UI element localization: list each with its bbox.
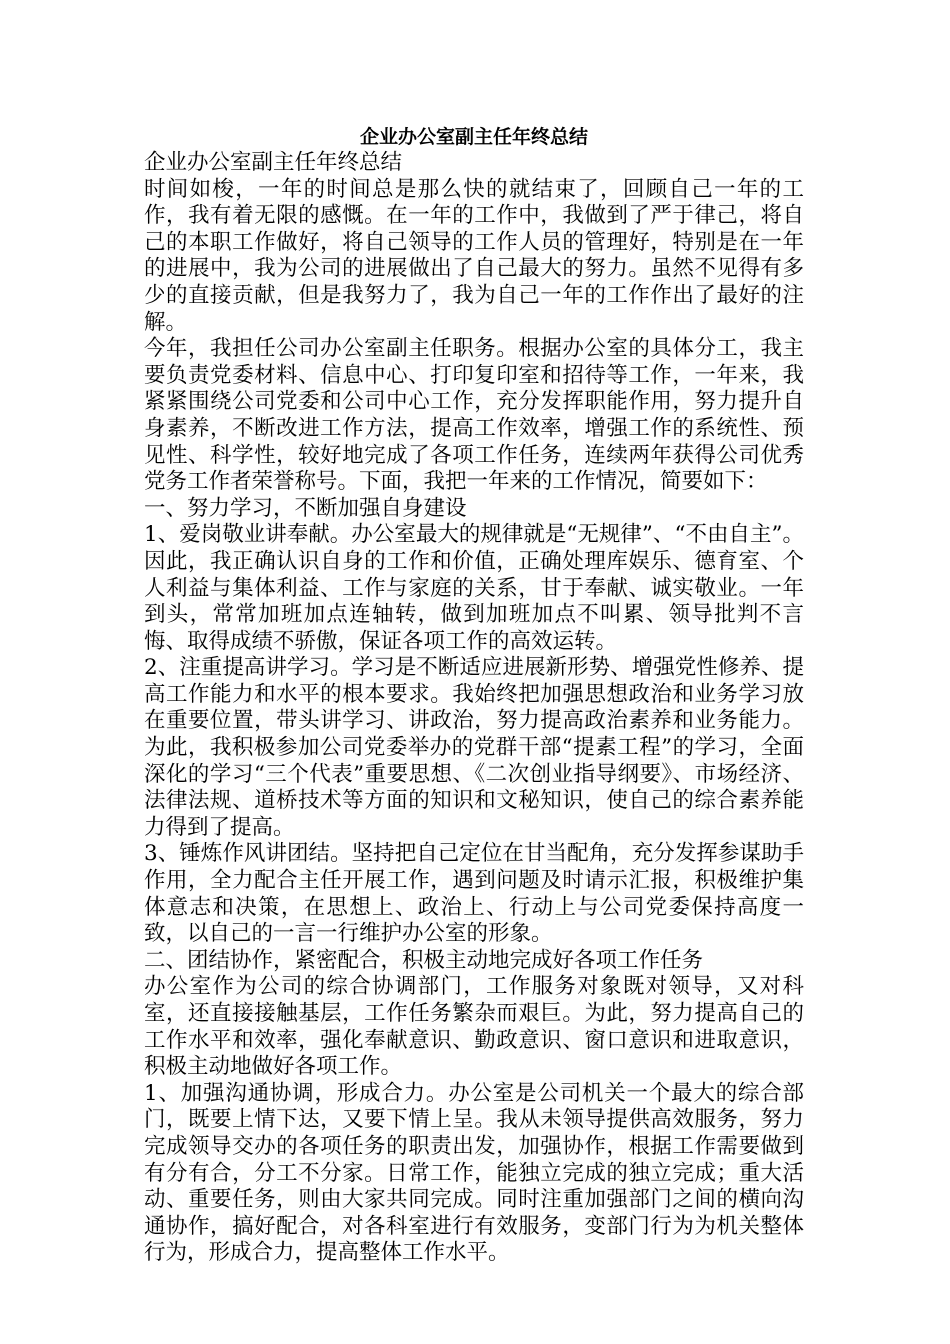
paragraph-intro: 时间如梭，一年的时间总是那么快的就结束了，回顾自己一年的工作，我有着无限的感慨。在一年的工作中，我做到了严于律己，将自己的本职工作做好，将自己领导的工作人员的管理好，特别是在一年的进展中，我为公司的进展做出了自己最大的努力。虽然不见得有多少的直接贡献，但是我努力了，我为自己一年的工作作出了最好的注解。 xyxy=(144,176,804,335)
paragraph-item-2-1: 1、加强沟通协调，形成合力。办公室是公司机关一个最大的综合部门，既要上情下达，又要下情上呈。我从未领导提供高效服务，努力完成领导交办的各项任务的职责出发，加强协作，根据工作需要做到有分有合，分工不分家。日常工作，能独立完成的独立完成；重大活动、重要任务，则由大家共同完成。同时注重加强部门之间的横向沟通协作，搞好配合，对各科室进行有效服务，变部门行为为机关整体行为，形成合力，提高整体工作水平。 xyxy=(144,1080,804,1266)
paragraph-section-2-intro: 办公室作为公司的综合协调部门，工作服务对象既对领导，又对科室，还直接接触基层，工作任务繁杂而艰巨。为此，努力提高自己的工作水平和效率，强化奉献意识、勤政意识、窗口意识和进取意识，积极主动地做好各项工作。 xyxy=(144,974,804,1080)
paragraph-overview: 今年，我担任公司办公室副主任职务。根据办公室的具体分工，我主要负责党委材料、信息中心、打印复印室和招待等工作，一年来，我紧紧围绕公司党委和公司中心工作，充分发挥职能作用，努力提升自身素养，不断改进工作方法，提高工作效率，增强工作的系统性、预见性、科学性，较好地完成了各项工作任务，连续两年获得公司优秀党务工作者荣誉称号。下面，我把一年来的工作情况，简要如下： xyxy=(144,336,804,495)
paragraph-item-1-2: 2、注重提高讲学习。学习是不断适应进展新形势、增强党性修养、提高工作能力和水平的根本要求。我始终把加强思想政治和业务学习放在重要位置，带头讲学习、讲政治，努力提高政治素养和业务能力。为此，我积极参加公司党委举办的党群干部“提素工程”的学习，全面深化的学习“三个代表”重要思想、《二次创业指导纲要》、市场经济、法律法规、道桥技术等方面的知识和文秘知识，使自己的综合素养能力得到了提高。 xyxy=(144,655,804,840)
paragraph-item-1-3: 3、锤炼作风讲团结。坚持把自己定位在甘当配角，充分发挥参谋助手作用，全力配合主任开展工作，遇到问题及时请示汇报，积极维护集体意志和决策，在思想上、政治上、行动上与公司党委保持高度一致，以自己的一言一行维护办公室的形象。 xyxy=(144,841,804,947)
document-body xyxy=(144,150,804,1267)
document-title: 企业办公室副主任年终总结 xyxy=(359,126,588,148)
document-page xyxy=(144,124,804,1267)
section-heading-2: 二、团结协作，紧密配合，积极主动地完成好各项工作任务 xyxy=(144,947,704,973)
paragraph-item-1-1: 1、爱岗敬业讲奉献。办公室最大的规律就是“无规律”、“不由自主”。因此，我正确认识自身的工作和价值，正确处理库娱乐、德育室、个人利益与集体利益、工作与家庭的关系，甘于奉献、诚实敬业。一年到头，常常加班加点连轴转，做到加班加点不叫累、领导批判不言悔、取得成绩不骄傲，保证各项工作的高效运转。 xyxy=(144,522,804,654)
section-heading-1: 一、努力学习，不断加强自身建设 xyxy=(144,495,467,521)
paragraph-subtitle: 企业办公室副主任年终总结 xyxy=(144,150,403,175)
